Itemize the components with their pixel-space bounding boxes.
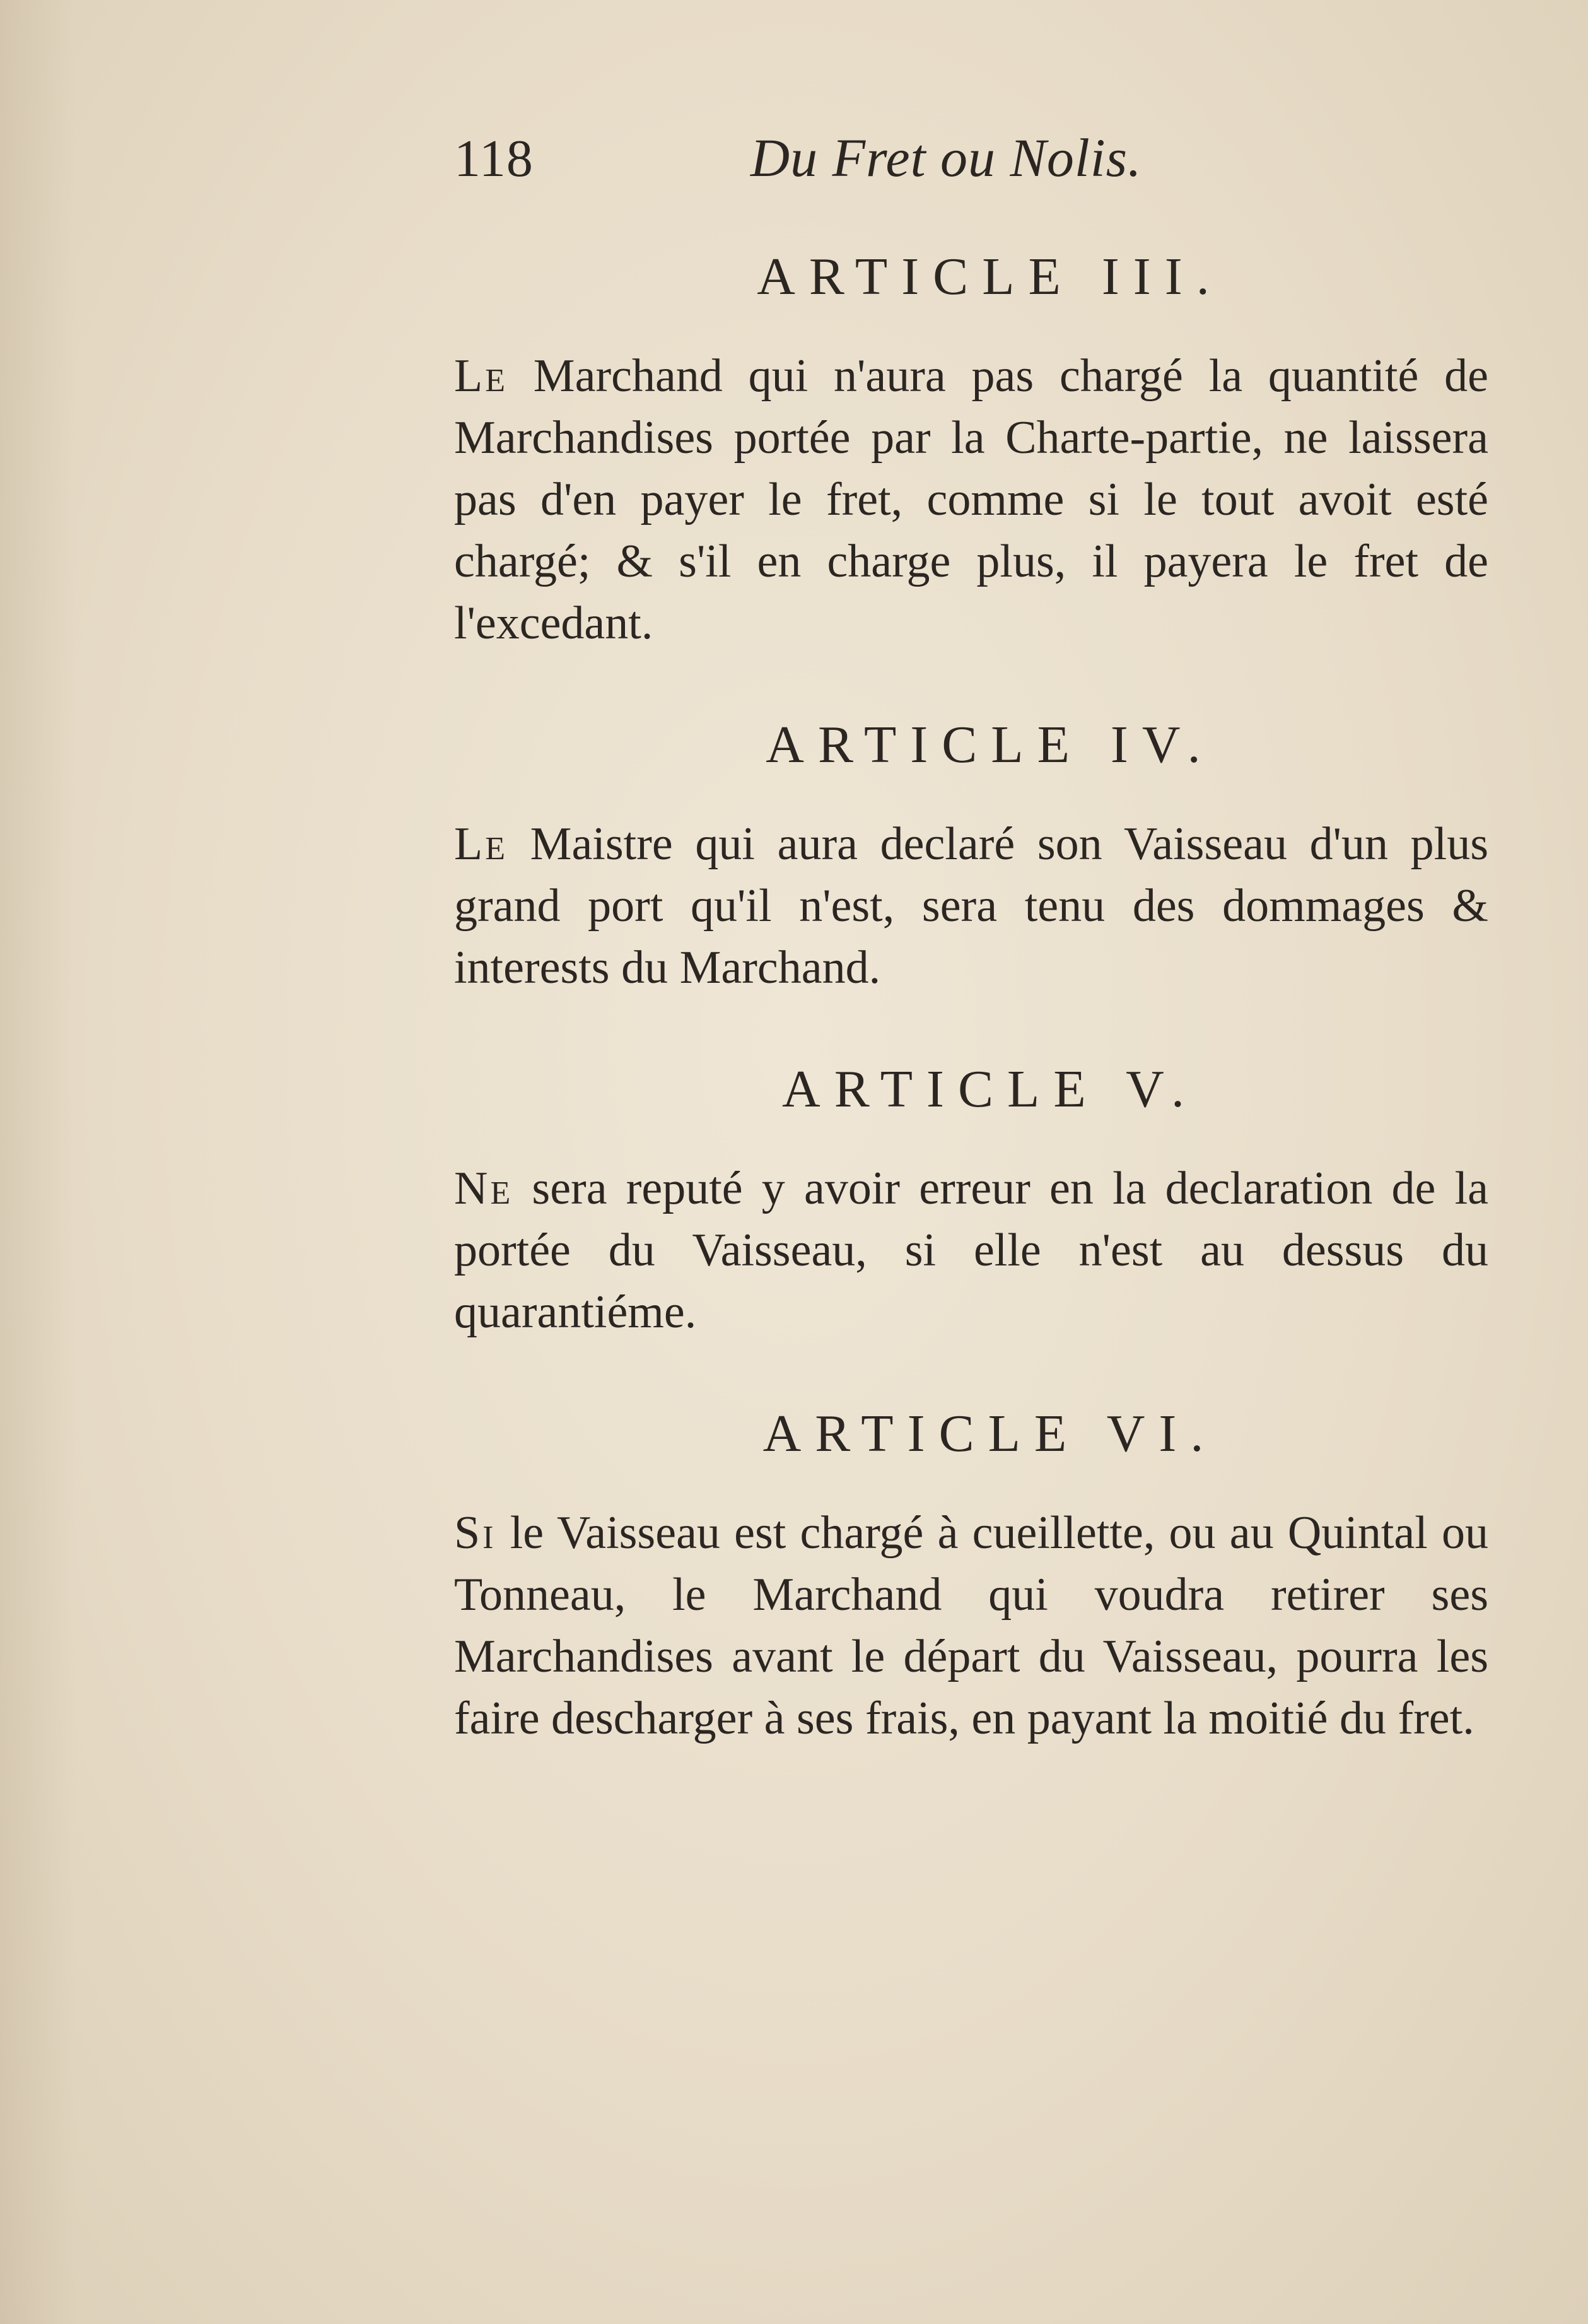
running-head: [454, 126, 1488, 221]
article-body: Maistre qui aura declaré son Vaisseau d'un plus grand port qu'il n'est, sera tenu des dommages & interests du Marchand.: [454, 818, 1488, 994]
text-block: [454, 126, 1488, 1809]
article-body: le Vaisseau est chargé à cueillette, ou au Quintal ou Tonneau, le Marchand qui voudra retirer ses Marchandises avant le départ du Vaisseau, pourra les faire descharger à ses frais, en payant la moitié du fret.: [454, 1507, 1488, 1744]
article-body: Marchand qui n'aura pas chargé la quantité de Marchandises portée par la Charte-partie, ne laissera pas d'en payer le fret, comme si le tout avoit esté chargé; & s'il en charge plus, il payera le fret de l'excedant.: [454, 350, 1488, 649]
article-title-4: ARTICLE IV.: [766, 715, 1215, 774]
lead-word: Le: [454, 818, 508, 870]
running-title: Du Fret ou Nolis.: [750, 127, 1142, 188]
article-title-6: ARTICLE VI.: [762, 1404, 1218, 1463]
article-title-3: ARTICLE III.: [757, 247, 1223, 306]
lead-word: Le: [454, 350, 508, 402]
lead-word: Ne: [454, 1163, 513, 1214]
article-text-4: [454, 813, 1488, 999]
page-number: 118: [454, 129, 534, 188]
article-text-5: [454, 1158, 1488, 1343]
article-title-5: ARTICLE V.: [782, 1060, 1198, 1118]
article-text-6: [454, 1502, 1488, 1749]
lead-word: Si: [454, 1507, 496, 1559]
article-text-3: [454, 345, 1488, 654]
article-body: sera reputé y avoir erreur en la declaration de la portée du Vaisseau, si elle n'est au dessus du quarantiéme.: [454, 1163, 1488, 1338]
